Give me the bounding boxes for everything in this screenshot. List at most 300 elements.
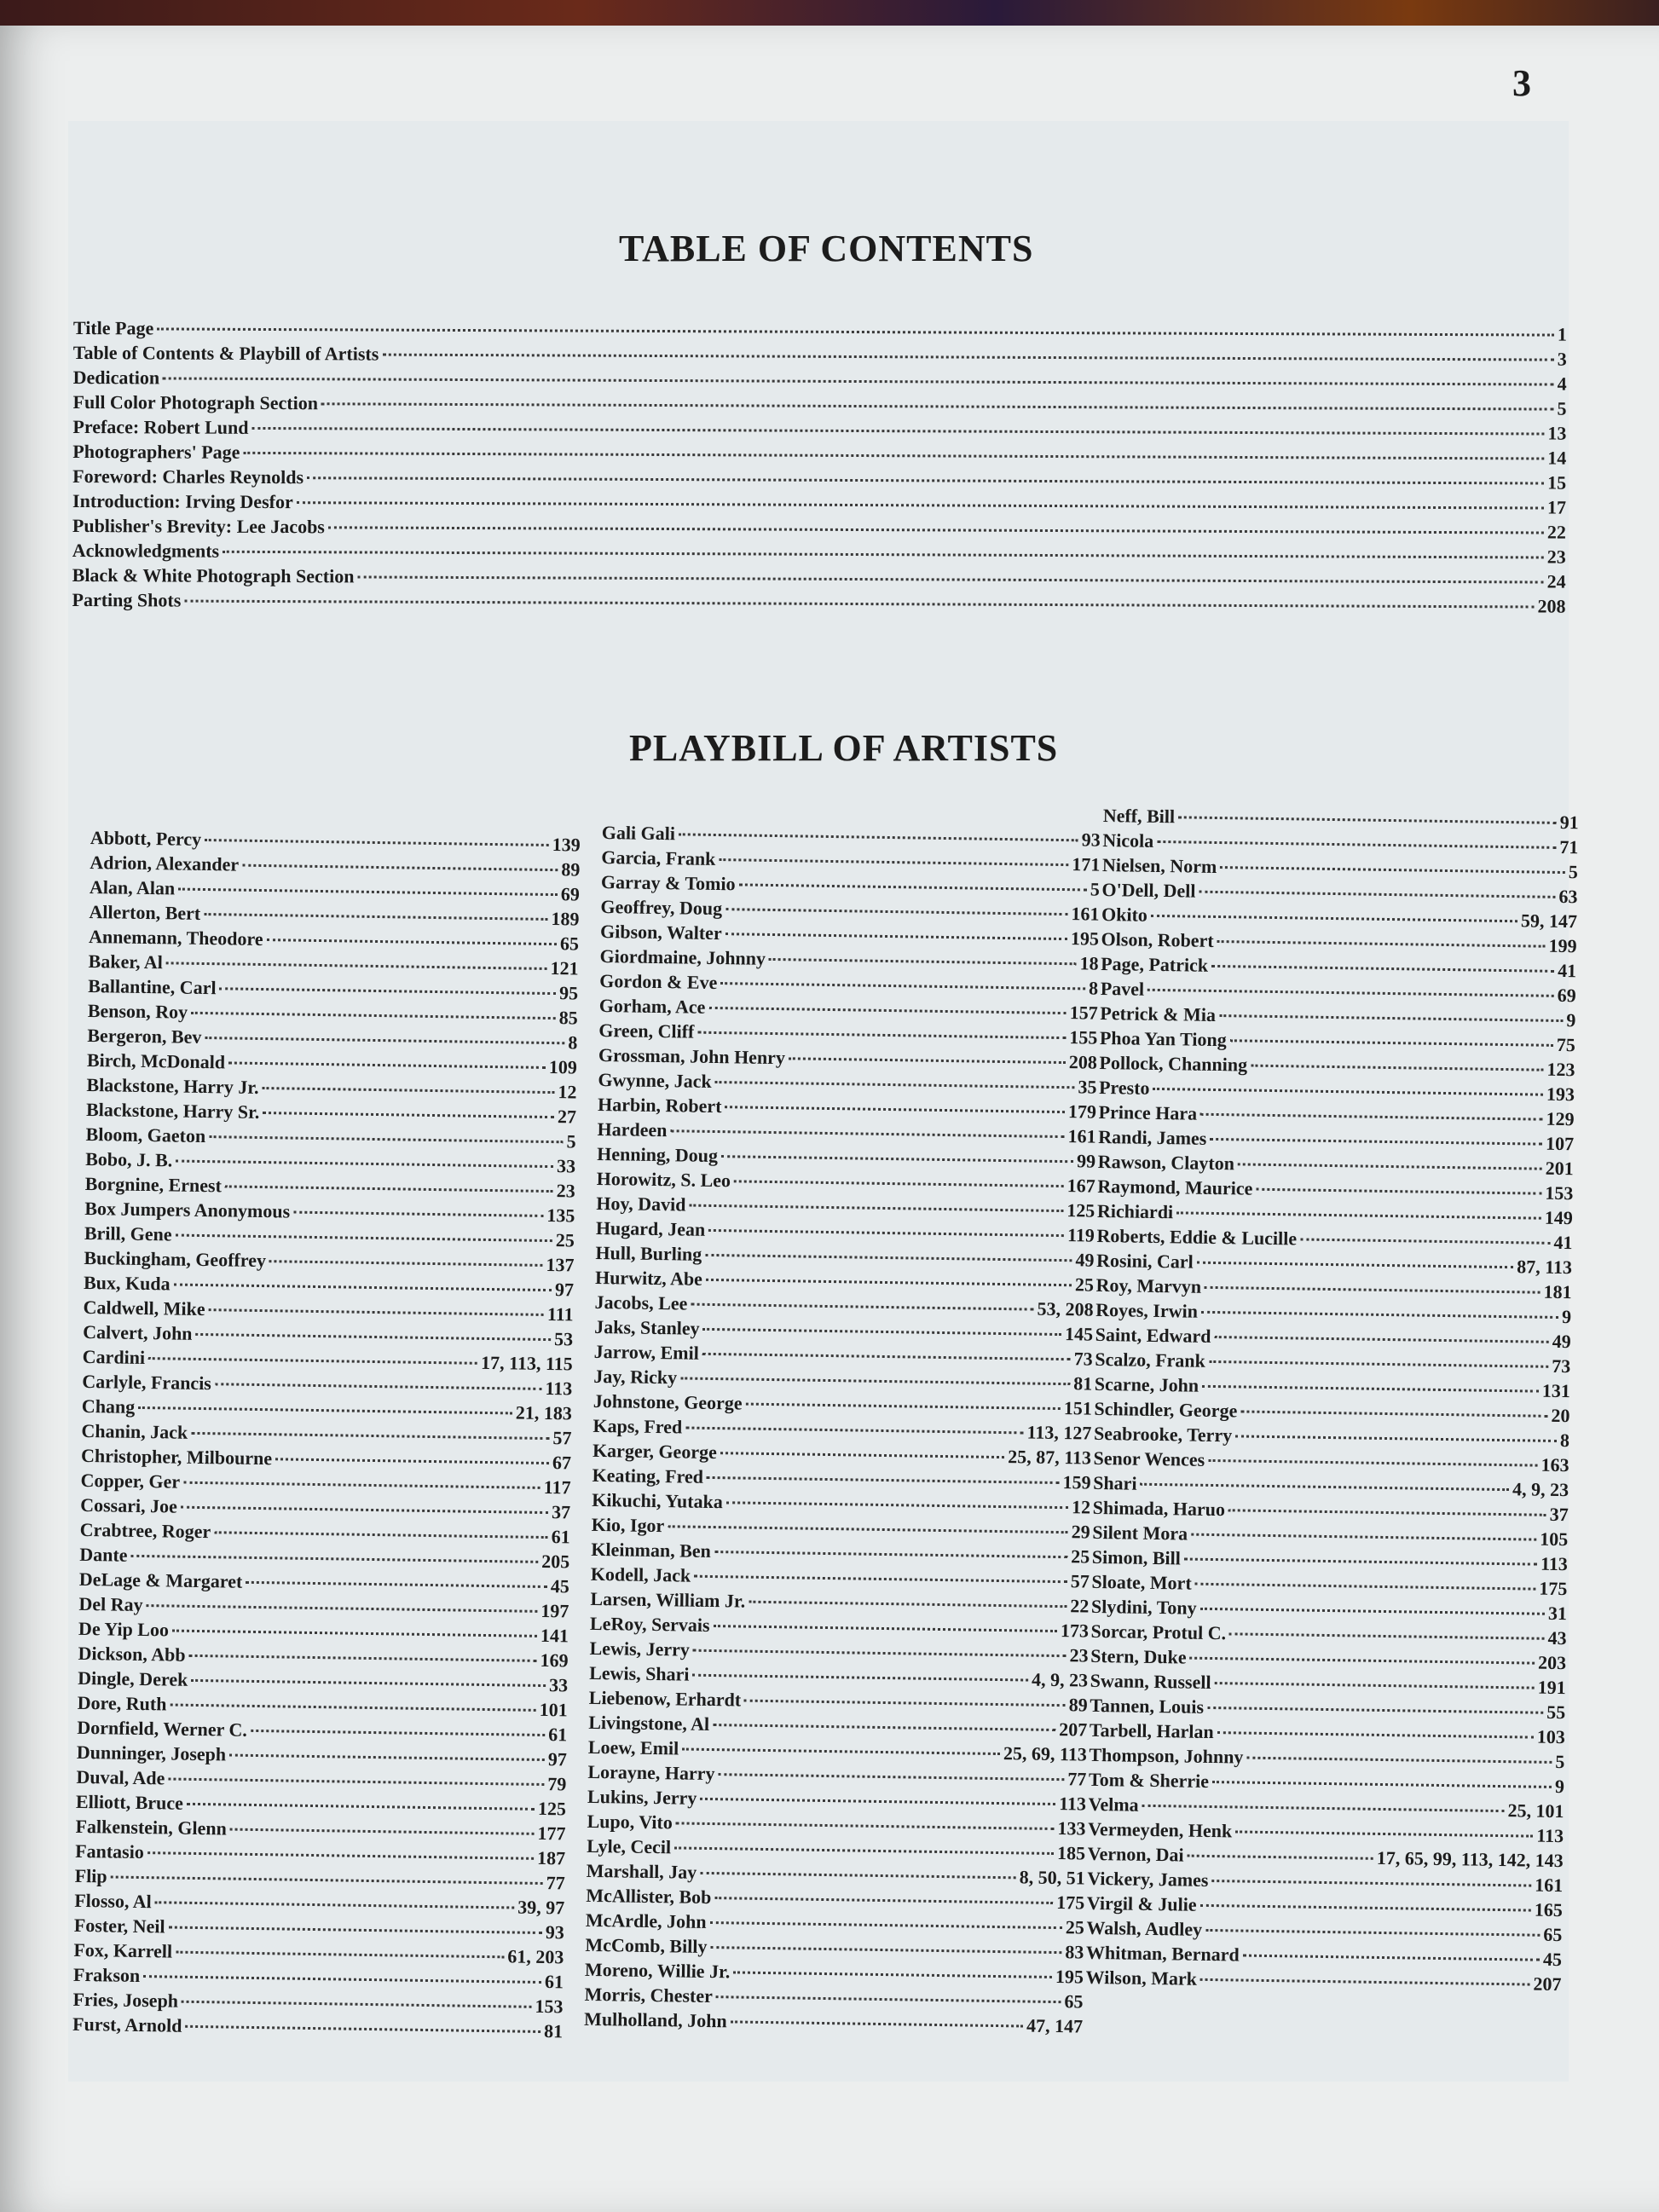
artist-entry-name: Pollock, Channing [1099, 1051, 1248, 1076]
dot-leader [703, 1328, 1062, 1336]
dot-leader [1211, 1880, 1531, 1887]
artist-entry-name: Neff, Bill [1102, 805, 1176, 828]
toc-entry-pages: 14 [1547, 447, 1567, 469]
artist-entry-pages: 113 [1536, 1824, 1564, 1847]
playbill-column-1 [72, 827, 581, 2078]
dot-leader [220, 987, 557, 995]
artist-entry-pages: 97 [554, 1279, 575, 1301]
dot-leader [720, 982, 1085, 990]
artist-entry-pages: 113 [545, 1377, 573, 1400]
artist-entry-pages: 113 [1058, 1793, 1087, 1815]
artist-entry-pages: 149 [1544, 1206, 1574, 1229]
artist-entry-name: Fries, Joseph [72, 1988, 179, 2012]
artist-entry-pages: 153 [535, 1995, 564, 2018]
artist-entry-pages: 197 [540, 1599, 569, 1622]
dot-leader [1208, 1459, 1537, 1467]
dot-leader [716, 1995, 1061, 2003]
artist-entry-name: Morris, Chester [584, 1983, 714, 2007]
dot-leader [189, 1655, 537, 1662]
artist-entry-pages: 61 [548, 1724, 568, 1746]
artist-entry-pages: 175 [1539, 1577, 1568, 1600]
artist-entry-pages: 208 [1068, 1051, 1098, 1073]
artist-entry-name: McAllister, Bob [586, 1884, 712, 1909]
artist-entry-name: Chang [81, 1395, 136, 1418]
artist-entry-name: Kikuchi, Yutaka [592, 1488, 724, 1513]
artist-entry-name: Whitman, Bernard [1085, 1941, 1240, 1966]
artist-entry-pages: 59, 147 [1520, 910, 1578, 933]
artist-entry-name: Dante [79, 1543, 128, 1566]
dot-leader [229, 1754, 545, 1761]
artist-entry-pages: 199 [1548, 934, 1577, 957]
artist-entry-pages: 8, 50, 51 [1019, 1866, 1085, 1889]
dot-leader [1228, 1509, 1546, 1516]
artist-entry-name: Tannen, Louis [1090, 1694, 1205, 1718]
dot-leader [176, 1160, 553, 1169]
dot-leader [1217, 1731, 1534, 1739]
toc-entry-name: Dedication [72, 366, 160, 389]
artist-entry-pages: 129 [1546, 1107, 1575, 1130]
artist-entry-name: Geoffrey, Doug [600, 895, 723, 920]
dot-leader [185, 2025, 540, 2033]
artist-entry-pages: 113 [1540, 1552, 1569, 1575]
artist-entry-pages: 201 [1545, 1157, 1574, 1180]
dot-leader [252, 427, 1545, 436]
artist-entry-pages: 17, 113, 115 [480, 1351, 573, 1375]
dot-leader [1190, 1657, 1535, 1665]
artist-entry-name: Benson, Roy [87, 999, 188, 1023]
artist-entry-pages: 18 [1079, 952, 1099, 974]
artist-entry-name: Keating, Fred [592, 1464, 704, 1487]
artist-entry-pages: 121 [550, 957, 579, 979]
dot-leader [769, 958, 1077, 965]
artist-entry-name: Adrion, Alexander [90, 851, 240, 875]
dot-leader [710, 1946, 1061, 1954]
dot-leader [263, 1112, 554, 1118]
toc-entry-name: Parting Shots [72, 588, 182, 611]
dot-leader [694, 1575, 1067, 1583]
dot-leader [131, 1555, 539, 1563]
artist-entry-name: Lyle, Cecil [586, 1834, 672, 1858]
artist-entry-pages: 4, 9, 23 [1512, 1478, 1569, 1501]
artist-entry-name: Shimada, Haruo [1092, 1496, 1226, 1521]
artist-entry-name: Jay, Ricky [593, 1365, 678, 1389]
dot-leader [204, 913, 547, 921]
dot-leader [170, 1703, 535, 1711]
artist-entry-name: Annemann, Theodore [88, 925, 263, 950]
artist-entry-name: Caldwell, Mike [83, 1296, 205, 1320]
toc-entry-pages: 23 [1546, 546, 1566, 568]
artist-entry-name: Dingle, Derek [78, 1666, 188, 1690]
toc-heading: TABLE OF CONTENTS [619, 228, 1034, 269]
dot-leader [689, 1204, 1063, 1213]
artist-entry-name: Vickery, James [1087, 1867, 1209, 1891]
artist-entry-name: Nielsen, Norm [1101, 853, 1217, 877]
artist-entry-name: Kodell, Jack [590, 1562, 691, 1586]
artist-entry-name: Cardini [82, 1345, 146, 1369]
artist-entry-name: Dickson, Abb [78, 1642, 186, 1666]
artist-entry-pages: 41 [1557, 959, 1577, 982]
artist-entry-name: Gibson, Walter [599, 920, 722, 944]
dot-leader [228, 1061, 546, 1069]
artist-entry-pages: 8 [568, 1031, 578, 1054]
toc-entry-name: Title Page [72, 317, 154, 339]
dot-leader [209, 1135, 563, 1143]
artist-entry-pages: 89 [1068, 1694, 1088, 1716]
artist-entry-pages: 167 [1066, 1175, 1095, 1197]
artist-entry-pages: 133 [1057, 1817, 1086, 1839]
artist-entry-name: Randi, James [1098, 1125, 1207, 1149]
dot-leader [267, 939, 557, 945]
artist-entry-name: Fantasio [74, 1839, 145, 1863]
toc-entry-name: Photographers' Page [72, 440, 240, 463]
artist-entry-pages: 95 [558, 982, 579, 1004]
dot-leader [1176, 1211, 1541, 1219]
artist-entry-name: Ballantine, Carl [88, 974, 217, 999]
artist-entry-pages: 161 [1071, 903, 1100, 925]
artist-entry-name: Green, Cliff [598, 1019, 695, 1042]
artist-entry-pages: 145 [1064, 1323, 1094, 1345]
artist-entry-name: Gali Gali [601, 822, 676, 845]
dot-leader [713, 1724, 1055, 1731]
dot-leader [719, 1773, 1065, 1781]
dot-leader [1256, 1188, 1541, 1195]
artist-entry-pages: 43 [1547, 1626, 1567, 1649]
dot-leader [1151, 915, 1517, 922]
artist-entry-pages: 63 [1558, 885, 1578, 908]
artist-entry-name: Fox, Karrell [73, 1938, 173, 1962]
artist-entry-name: Jarrow, Emil [593, 1340, 699, 1364]
artist-entry-name: Simon, Bill [1091, 1545, 1182, 1569]
artist-entry-name: Kio, Igor [591, 1513, 665, 1537]
artist-entry-name: Bux, Kuda [83, 1271, 171, 1295]
dot-leader [251, 1730, 545, 1736]
dot-leader [1211, 965, 1554, 973]
dot-leader [225, 1185, 553, 1193]
artist-entry-pages: 141 [540, 1624, 569, 1647]
dot-leader [205, 1037, 564, 1044]
toc-entry-pages: 1 [1557, 323, 1567, 345]
dot-leader [163, 377, 1554, 385]
toc-entry-name: Acknowledgments [72, 539, 220, 562]
dot-leader [676, 1822, 1055, 1830]
dot-leader [1246, 1757, 1552, 1764]
artist-entry-pages: 5 [1555, 1750, 1565, 1773]
artist-entry-pages: 9 [1566, 1009, 1576, 1031]
artist-entry-pages: 93 [545, 1921, 565, 1943]
artist-entry-pages: 75 [1556, 1033, 1576, 1056]
toc-list [72, 317, 1567, 621]
dot-leader [715, 1081, 1075, 1089]
artist-entry-name: Pavel [1100, 977, 1145, 1000]
dot-leader [242, 864, 558, 871]
dot-leader [172, 1630, 537, 1637]
artist-entry-pages: 161 [1535, 1874, 1564, 1897]
toc-entry-name: Preface: Robert Lund [72, 415, 249, 438]
dot-leader [1215, 1682, 1535, 1689]
artist-entry-pages: 25 [1065, 1916, 1085, 1938]
artist-entry-pages: 125 [1066, 1199, 1095, 1222]
artist-entry-pages: 53, 208 [1037, 1297, 1094, 1320]
artist-entry-name: Tom & Sherrie [1088, 1768, 1210, 1792]
artist-entry-pages: 91 [1559, 811, 1579, 834]
artist-entry-name: Dornfield, Werner C. [77, 1716, 248, 1741]
dot-leader [739, 883, 1087, 891]
toc-entry-name: Publisher's Brevity: Lee Jacobs [72, 514, 325, 538]
artist-entry-pages: 9 [1554, 1775, 1565, 1798]
artist-entry-pages: 93 [1081, 829, 1101, 851]
artist-entry-name: Olson, Robert [1101, 927, 1214, 951]
book-page [0, 26, 1659, 2212]
dot-leader [714, 1897, 1053, 1904]
toc-entry-name: Foreword: Charles Reynolds [72, 465, 304, 488]
artist-entry-name: Roy, Marvyn [1095, 1273, 1202, 1297]
dot-leader [166, 962, 547, 970]
artist-entry-name: Johnstone, George [592, 1389, 743, 1414]
artist-entry-name: Flosso, Al [74, 1889, 152, 1913]
dot-leader [749, 1601, 1066, 1608]
artist-entry-pages: 67 [552, 1452, 572, 1474]
dot-leader [691, 1303, 1033, 1311]
dot-leader [1209, 1360, 1548, 1368]
dot-leader [670, 1129, 1064, 1138]
artist-entry-name: Hull, Burling [595, 1241, 702, 1265]
artist-entry-name: Gorham, Ace [598, 994, 706, 1018]
artist-entry-pages: 69 [560, 883, 581, 905]
artist-entry-pages: 21, 183 [515, 1401, 573, 1424]
dot-leader [1142, 1805, 1505, 1812]
artist-entry-name: Okito [1101, 903, 1148, 926]
artist-entry-name: Kleinman, Ben [591, 1538, 712, 1562]
dot-leader [155, 1901, 515, 1909]
artist-entry-name: Buckingham, Geoffrey [84, 1246, 267, 1272]
dot-leader [731, 2020, 1023, 2027]
artist-entry-name: Karger, George [592, 1439, 718, 1464]
dot-leader [1191, 1533, 1536, 1541]
artist-entry-pages: 20 [1551, 1404, 1570, 1427]
artist-entry-pages: 65 [1064, 1990, 1084, 2013]
artist-entry-pages: 65 [559, 933, 580, 955]
artist-entry-pages: 8 [1088, 977, 1099, 999]
artist-entry-name: Scalzo, Frank [1095, 1348, 1206, 1372]
dot-leader [1178, 816, 1557, 824]
dot-leader [1251, 1065, 1543, 1071]
artist-entry-name: Nicola [1102, 829, 1154, 852]
dot-leader [1184, 1558, 1537, 1566]
dot-leader [1141, 1483, 1510, 1491]
page-number: 3 [1512, 62, 1531, 104]
artist-entry-pages: 125 [537, 1797, 567, 1820]
artist-entry-name: Vernon, Dai [1087, 1842, 1184, 1866]
dot-leader [1157, 840, 1556, 849]
artist-entry-name: Grossman, John Henry [598, 1043, 786, 1069]
artist-entry-name: Jacobs, Lee [594, 1291, 688, 1314]
dot-leader [733, 1971, 1052, 1978]
artist-entry-pages: 57 [1070, 1570, 1090, 1592]
artist-entry-pages: 207 [1059, 1718, 1088, 1741]
artist-entry-name: Moreno, Willie Jr. [584, 1958, 731, 1983]
artist-entry-name: Dore, Ruth [77, 1691, 167, 1715]
artist-entry-pages: 25 [1074, 1273, 1095, 1296]
artist-entry-pages: 37 [1549, 1503, 1569, 1526]
toc-entry-name: Introduction: Irving Desfor [72, 489, 293, 513]
dot-leader [1147, 989, 1554, 997]
artist-entry-name: McComb, Billy [585, 1933, 708, 1957]
artist-entry-pages: 151 [1063, 1397, 1093, 1419]
artist-entry-pages: 53 [553, 1328, 574, 1350]
artist-entry-name: Box Jumpers Anonymous [84, 1197, 291, 1222]
artist-entry-name: Scarne, John [1094, 1372, 1199, 1396]
artist-entry-pages: 23 [556, 1180, 575, 1202]
artist-entry-pages: 163 [1540, 1453, 1569, 1476]
dot-leader [1300, 1238, 1550, 1244]
artist-entry-pages: 37 [551, 1501, 571, 1523]
dot-leader [734, 1180, 1064, 1187]
artist-entry-pages: 85 [558, 1007, 578, 1029]
artist-entry-pages: 117 [543, 1476, 571, 1499]
artist-entry-pages: 4, 9, 23 [1031, 1668, 1089, 1691]
artist-entry-pages: 189 [551, 908, 580, 930]
dot-leader [1195, 1583, 1536, 1591]
dot-leader [184, 600, 1534, 609]
artist-entry-pages: 157 [1069, 1002, 1098, 1024]
artist-entry-pages: 203 [1537, 1651, 1567, 1674]
artist-entry-name: Swann, Russell [1090, 1669, 1211, 1693]
artist-entry-name: Baker, Al [88, 950, 164, 973]
dot-leader [1200, 1978, 1530, 1986]
artist-entry-name: Stern, Duke [1090, 1644, 1187, 1668]
dot-leader [721, 1155, 1073, 1163]
dot-leader [181, 1506, 548, 1514]
dot-leader [275, 1458, 549, 1464]
dot-leader [700, 1872, 1015, 1879]
artist-entry-pages: 45 [550, 1575, 570, 1597]
artist-entry-pages: 9 [1561, 1306, 1572, 1328]
artist-entry-pages: 8 [1559, 1429, 1570, 1452]
artist-entry-name: Duval, Ade [76, 1765, 165, 1789]
dot-leader [382, 354, 1553, 361]
dot-leader [1153, 1088, 1544, 1096]
artist-entry-pages: 83 [1065, 1941, 1084, 1963]
dot-leader [685, 1427, 1023, 1435]
artist-entry-pages: 165 [1534, 1898, 1564, 1921]
artist-entry-name: Rosini, Carl [1095, 1249, 1194, 1273]
artist-entry-name: Tarbell, Harlan [1089, 1718, 1214, 1743]
artist-entry-name: Rawson, Clayton [1097, 1150, 1235, 1175]
artist-entry-name: Furst, Arnold [72, 2013, 182, 2036]
dot-leader [708, 1007, 1066, 1014]
dot-leader [700, 1798, 1055, 1805]
dot-leader [674, 1846, 1054, 1855]
artist-entry-pages: 39, 97 [517, 1896, 565, 1919]
artist-entry-pages: 5 [1090, 878, 1101, 900]
dot-leader [214, 1531, 547, 1539]
artist-entry-pages: 73 [1073, 1348, 1093, 1370]
artist-entry-pages: 195 [1070, 927, 1100, 950]
artist-entry-name: Elliott, Bruce [75, 1790, 184, 1814]
artist-entry-pages: 89 [561, 858, 581, 881]
artist-entry-pages: 107 [1545, 1132, 1575, 1155]
dot-leader [708, 1229, 1064, 1237]
artist-entry-name: Sloate, Mort [1091, 1570, 1192, 1594]
artist-entry-name: Vermeyden, Henk [1087, 1817, 1233, 1842]
artist-entry-name: Harbin, Robert [597, 1093, 722, 1118]
artist-entry-name: DeLage & Margaret [78, 1568, 243, 1592]
dot-leader [682, 1748, 1000, 1756]
artist-entry-pages: 185 [1056, 1842, 1086, 1864]
artist-entry-name: Jaks, Stanley [594, 1315, 700, 1339]
artist-entry-name: Prince Hara [1098, 1100, 1198, 1124]
artist-entry-name: Garray & Tomio [600, 870, 736, 895]
artist-entry-name: Bloom, Gaeton [85, 1123, 206, 1147]
artist-entry-name: Henning, Doug [597, 1142, 719, 1167]
artist-entry-pages: 12 [558, 1081, 577, 1103]
artist-entry-pages: 159 [1062, 1471, 1091, 1493]
dot-leader [191, 1679, 546, 1687]
dot-leader [720, 1452, 1004, 1458]
dot-leader [1214, 1336, 1548, 1343]
artist-entry-pages: 97 [547, 1748, 568, 1770]
artist-entry-pages: 111 [546, 1303, 574, 1325]
artist-entry-pages: 81 [543, 2020, 564, 2042]
artist-entry-pages: 155 [1069, 1026, 1098, 1048]
playbill-heading: PLAYBILL OF ARTISTS [629, 727, 1059, 769]
dot-leader [746, 1403, 1061, 1410]
dot-leader [138, 1406, 512, 1415]
artist-entry-pages: 55 [1546, 1701, 1566, 1724]
artist-entry-name: Lupo, Vito [587, 1810, 673, 1834]
artist-entry-name: Schindler, George [1094, 1397, 1238, 1422]
dot-leader [1235, 1830, 1533, 1837]
artist-entry-pages: 207 [1533, 1972, 1562, 1995]
artist-entry-name: Flip [74, 1864, 107, 1887]
dot-leader [148, 1357, 477, 1365]
dot-leader [176, 1951, 504, 1959]
artist-entry-name: Abbott, Percy [90, 827, 202, 850]
artist-entry-name: Lorayne, Harry [587, 1760, 715, 1785]
artist-entry-name: Phoa Yan Tiong [1099, 1026, 1227, 1051]
artist-entry-name: Presto [1098, 1076, 1150, 1099]
artist-entry-pages: 179 [1067, 1100, 1097, 1123]
artist-entry-pages: 135 [546, 1204, 575, 1227]
artist-entry-pages: 177 [537, 1822, 566, 1845]
dot-leader [705, 1254, 1072, 1262]
dot-leader [680, 1377, 1070, 1385]
artist-entry-name: Larsen, William Jr. [590, 1587, 746, 1612]
artist-entry-name: Petrick & Mia [1100, 1002, 1217, 1025]
artist-entry-pages: 41 [1553, 1231, 1573, 1254]
artist-entry-pages: 139 [552, 834, 581, 856]
dot-leader [1188, 1855, 1373, 1860]
artist-entry-pages: 61, 203 [507, 1945, 564, 1968]
artist-entry-name: Slydini, Tony [1090, 1595, 1197, 1619]
artist-entry-pages: 57 [552, 1427, 572, 1449]
artist-entry-name: Mulholland, John [583, 2007, 727, 2032]
artist-entry-pages: 77 [546, 1872, 565, 1894]
artist-entry-name: Bobo, J. B. [85, 1147, 173, 1171]
dot-leader [111, 1875, 543, 1885]
dot-leader [710, 1921, 1062, 1929]
toc-entry-pages: 208 [1537, 595, 1566, 617]
artist-entry-name: Hardeen [597, 1118, 668, 1141]
dot-leader [1210, 1138, 1542, 1146]
artist-entry-name: Blackstone, Harry Sr. [85, 1098, 260, 1123]
artist-entry-name: Sorcar, Protul C. [1090, 1620, 1227, 1644]
artist-entry-pages: 109 [548, 1056, 578, 1078]
artist-entry-name: Saint, Edward [1095, 1323, 1211, 1347]
artist-entry-pages: 101 [539, 1698, 568, 1721]
artist-entry-name: Copper, Ger [80, 1469, 181, 1493]
artist-entry-pages: 99 [1076, 1150, 1096, 1172]
